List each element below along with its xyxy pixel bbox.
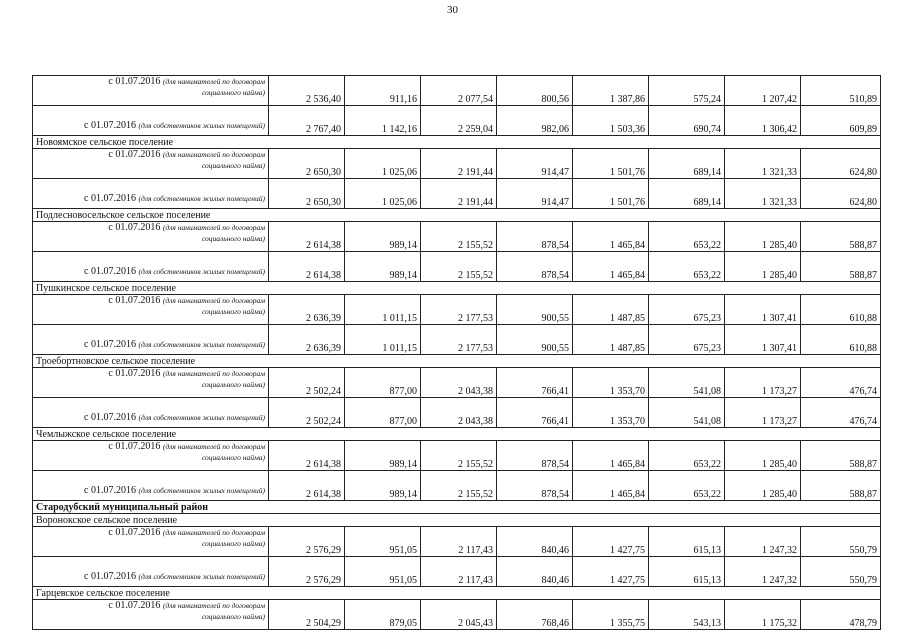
value-cell-1: 2 502,24 [269,368,345,398]
row-label [33,600,269,630]
value-cell-3: 2 155,52 [421,441,497,471]
value-cell-5: 1 387,86 [573,76,649,106]
tariff-row-social [33,295,881,325]
row-note-continued: социального найма) [201,380,265,389]
tariff-row-social [33,368,881,398]
row-date: с 01.07.2016 [84,412,136,423]
value-cell-1: 2 636,39 [269,295,345,325]
row-note-continued: социального найма) [201,234,265,243]
row-note: (для собственников жилых помещений) [138,340,265,349]
value-cell-8: 476,74 [801,368,881,398]
row-note: (для нанимателей по договорам [162,223,265,232]
value-cell-3: 2 155,52 [421,471,497,501]
row-label [33,325,269,355]
row-note: (для собственников жилых помещений) [138,121,265,130]
value-cell-6: 653,22 [649,441,725,471]
value-cell-7: 1 173,27 [725,368,801,398]
row-label [33,557,269,587]
value-cell-2: 951,05 [345,557,421,587]
table-body [33,76,881,630]
value-cell-1: 2 502,24 [269,398,345,428]
value-cell-4: 840,46 [497,527,573,557]
value-cell-1: 2 636,39 [269,325,345,355]
value-cell-4: 800,56 [497,76,573,106]
row-date: с 01.07.2016 [108,222,161,233]
value-cell-5: 1 353,70 [573,368,649,398]
row-label [33,106,269,136]
row-date: с 01.07.2016 [84,193,136,204]
tariff-row-social [33,527,881,557]
row-note: (для нанимателей по договорам [162,442,265,451]
tariff-row-social [33,76,881,106]
value-cell-1: 2 536,40 [269,76,345,106]
value-cell-7: 1 321,33 [725,149,801,179]
value-cell-8: 476,74 [801,398,881,428]
settlement-title: Чемлыжское сельское поселение [33,428,881,441]
value-cell-7: 1 285,40 [725,471,801,501]
value-cell-6: 541,08 [649,368,725,398]
value-cell-4: 840,46 [497,557,573,587]
value-cell-4: 878,54 [497,471,573,501]
row-note: (для нанимателей по договорам [162,369,265,378]
value-cell-6: 615,13 [649,527,725,557]
value-cell-5: 1 353,70 [573,398,649,428]
section-header-row [33,282,881,295]
value-cell-2: 911,16 [345,76,421,106]
value-cell-8: 510,89 [801,76,881,106]
value-cell-4: 766,41 [497,398,573,428]
value-cell-1: 2 767,40 [269,106,345,136]
value-cell-2: 1 011,15 [345,325,421,355]
tariff-row-owner [33,179,881,209]
value-cell-5: 1 465,84 [573,252,649,282]
row-note: (для нанимателей по договорам [162,528,265,537]
value-cell-1: 2 576,29 [269,557,345,587]
row-date: с 01.07.2016 [108,368,161,379]
row-note: (для собственников жилых помещений) [138,413,265,422]
value-cell-1: 2 650,30 [269,149,345,179]
page-number: 30 [447,4,458,16]
value-cell-7: 1 285,40 [725,252,801,282]
tariff-row-social [33,441,881,471]
tariff-row-owner [33,325,881,355]
settlement-title: Гарцевское сельское поселение [33,587,881,600]
value-cell-8: 550,79 [801,527,881,557]
value-cell-4: 982,06 [497,106,573,136]
row-note: (для собственников жилых помещений) [138,486,265,495]
row-label [33,441,269,471]
row-date: с 01.07.2016 [84,485,136,496]
value-cell-5: 1 501,76 [573,179,649,209]
value-cell-7: 1 247,32 [725,527,801,557]
value-cell-1: 2 614,38 [269,222,345,252]
value-cell-3: 2 191,44 [421,149,497,179]
value-cell-8: 609,89 [801,106,881,136]
row-label [33,295,269,325]
row-date: с 01.07.2016 [84,120,136,131]
value-cell-2: 1 025,06 [345,149,421,179]
value-cell-3: 2 155,52 [421,252,497,282]
value-cell-6: 653,22 [649,471,725,501]
value-cell-7: 1 285,40 [725,222,801,252]
row-date: с 01.07.2016 [84,339,136,350]
row-label [33,398,269,428]
tariff-row-owner [33,252,881,282]
value-cell-6: 675,23 [649,325,725,355]
row-note: (для собственников жилых помещений) [138,572,265,581]
value-cell-7: 1 307,41 [725,295,801,325]
district-title: Стародубский муниципальный район [33,501,881,514]
value-cell-8: 588,87 [801,252,881,282]
value-cell-2: 879,05 [345,600,421,630]
settlement-title: Воронокское сельское поселение [33,514,881,527]
value-cell-1: 2 614,38 [269,471,345,501]
value-cell-8: 610,88 [801,325,881,355]
value-cell-2: 1 025,06 [345,179,421,209]
value-cell-1: 2 576,29 [269,527,345,557]
row-note-continued: социального найма) [201,88,265,97]
value-cell-5: 1 503,36 [573,106,649,136]
value-cell-4: 878,54 [497,222,573,252]
value-cell-4: 914,47 [497,179,573,209]
row-date: с 01.07.2016 [108,295,161,306]
tariff-table [32,75,881,630]
value-cell-2: 1 011,15 [345,295,421,325]
value-cell-6: 653,22 [649,222,725,252]
value-cell-7: 1 307,41 [725,325,801,355]
value-cell-3: 2 177,53 [421,295,497,325]
value-cell-3: 2 177,53 [421,325,497,355]
row-label [33,179,269,209]
settlement-title: Пушкинское сельское поселение [33,282,881,295]
tariff-row-owner [33,471,881,501]
value-cell-2: 877,00 [345,398,421,428]
value-cell-3: 2 045,43 [421,600,497,630]
tariff-row-social [33,600,881,630]
value-cell-2: 989,14 [345,471,421,501]
row-note: (для нанимателей по договорам [162,150,265,159]
row-note: (для нанимателей по договорам [162,601,265,610]
value-cell-2: 989,14 [345,441,421,471]
value-cell-7: 1 285,40 [725,441,801,471]
value-cell-7: 1 306,42 [725,106,801,136]
row-note: (для нанимателей по договорам [162,77,265,86]
value-cell-4: 878,54 [497,252,573,282]
row-date: с 01.07.2016 [108,600,161,611]
value-cell-4: 766,41 [497,368,573,398]
value-cell-7: 1 247,32 [725,557,801,587]
section-header-row [33,209,881,222]
row-label [33,252,269,282]
tariff-row-social [33,222,881,252]
row-label [33,471,269,501]
value-cell-3: 2 117,43 [421,527,497,557]
row-date: с 01.07.2016 [108,76,161,87]
section-header-row [33,428,881,441]
value-cell-7: 1 207,42 [725,76,801,106]
value-cell-8: 588,87 [801,471,881,501]
tariff-row-owner [33,398,881,428]
value-cell-5: 1 465,84 [573,471,649,501]
value-cell-5: 1 487,85 [573,295,649,325]
row-label [33,527,269,557]
value-cell-3: 2 117,43 [421,557,497,587]
section-header-row [33,514,881,527]
value-cell-8: 610,88 [801,295,881,325]
value-cell-8: 624,80 [801,179,881,209]
tariff-row-owner [33,106,881,136]
value-cell-1: 2 614,38 [269,441,345,471]
row-label [33,368,269,398]
value-cell-4: 900,55 [497,325,573,355]
value-cell-2: 877,00 [345,368,421,398]
value-cell-4: 914,47 [497,149,573,179]
value-cell-3: 2 043,38 [421,398,497,428]
value-cell-5: 1 501,76 [573,149,649,179]
value-cell-7: 1 175,32 [725,600,801,630]
value-cell-8: 588,87 [801,441,881,471]
settlement-title: Троебортновское сельское поселение [33,355,881,368]
value-cell-8: 588,87 [801,222,881,252]
value-cell-6: 541,08 [649,398,725,428]
row-label [33,222,269,252]
value-cell-5: 1 487,85 [573,325,649,355]
value-cell-3: 2 077,54 [421,76,497,106]
value-cell-2: 1 142,16 [345,106,421,136]
value-cell-6: 689,14 [649,149,725,179]
value-cell-6: 689,14 [649,179,725,209]
value-cell-8: 624,80 [801,149,881,179]
district-header-row [33,501,881,514]
value-cell-2: 951,05 [345,527,421,557]
tariff-row-owner [33,557,881,587]
section-header-row [33,587,881,600]
row-date: с 01.07.2016 [84,266,136,277]
value-cell-6: 653,22 [649,252,725,282]
row-label [33,76,269,106]
settlement-title: Новоямское сельское поселение [33,136,881,149]
value-cell-5: 1 427,75 [573,527,649,557]
value-cell-8: 478,79 [801,600,881,630]
section-header-row [33,136,881,149]
value-cell-6: 575,24 [649,76,725,106]
value-cell-5: 1 465,84 [573,222,649,252]
row-note: (для собственников жилых помещений) [138,267,265,276]
value-cell-4: 768,46 [497,600,573,630]
value-cell-3: 2 155,52 [421,222,497,252]
settlement-title: Подлесновосельское сельское поселение [33,209,881,222]
value-cell-4: 900,55 [497,295,573,325]
value-cell-1: 2 614,38 [269,252,345,282]
row-label [33,149,269,179]
row-note: (для нанимателей по договорам [162,296,265,305]
row-date: с 01.07.2016 [84,571,136,582]
value-cell-1: 2 650,30 [269,179,345,209]
row-note-continued: социального найма) [201,307,265,316]
value-cell-8: 550,79 [801,557,881,587]
value-cell-1: 2 504,29 [269,600,345,630]
value-cell-6: 615,13 [649,557,725,587]
value-cell-5: 1 427,75 [573,557,649,587]
row-note-continued: социального найма) [201,612,265,621]
value-cell-6: 675,23 [649,295,725,325]
row-note-continued: социального найма) [201,539,265,548]
section-header-row [33,355,881,368]
value-cell-6: 690,74 [649,106,725,136]
value-cell-2: 989,14 [345,222,421,252]
value-cell-3: 2 043,38 [421,368,497,398]
row-note-continued: социального найма) [201,161,265,170]
value-cell-7: 1 173,27 [725,398,801,428]
tariff-row-social [33,149,881,179]
value-cell-7: 1 321,33 [725,179,801,209]
row-date: с 01.07.2016 [108,441,161,452]
value-cell-6: 543,13 [649,600,725,630]
row-date: с 01.07.2016 [108,527,161,538]
value-cell-5: 1 465,84 [573,441,649,471]
row-date: с 01.07.2016 [108,149,161,160]
value-cell-3: 2 191,44 [421,179,497,209]
value-cell-5: 1 355,75 [573,600,649,630]
value-cell-2: 989,14 [345,252,421,282]
row-note: (для собственников жилых помещений) [138,194,265,203]
value-cell-4: 878,54 [497,441,573,471]
value-cell-3: 2 259,04 [421,106,497,136]
row-note-continued: социального найма) [201,453,265,462]
